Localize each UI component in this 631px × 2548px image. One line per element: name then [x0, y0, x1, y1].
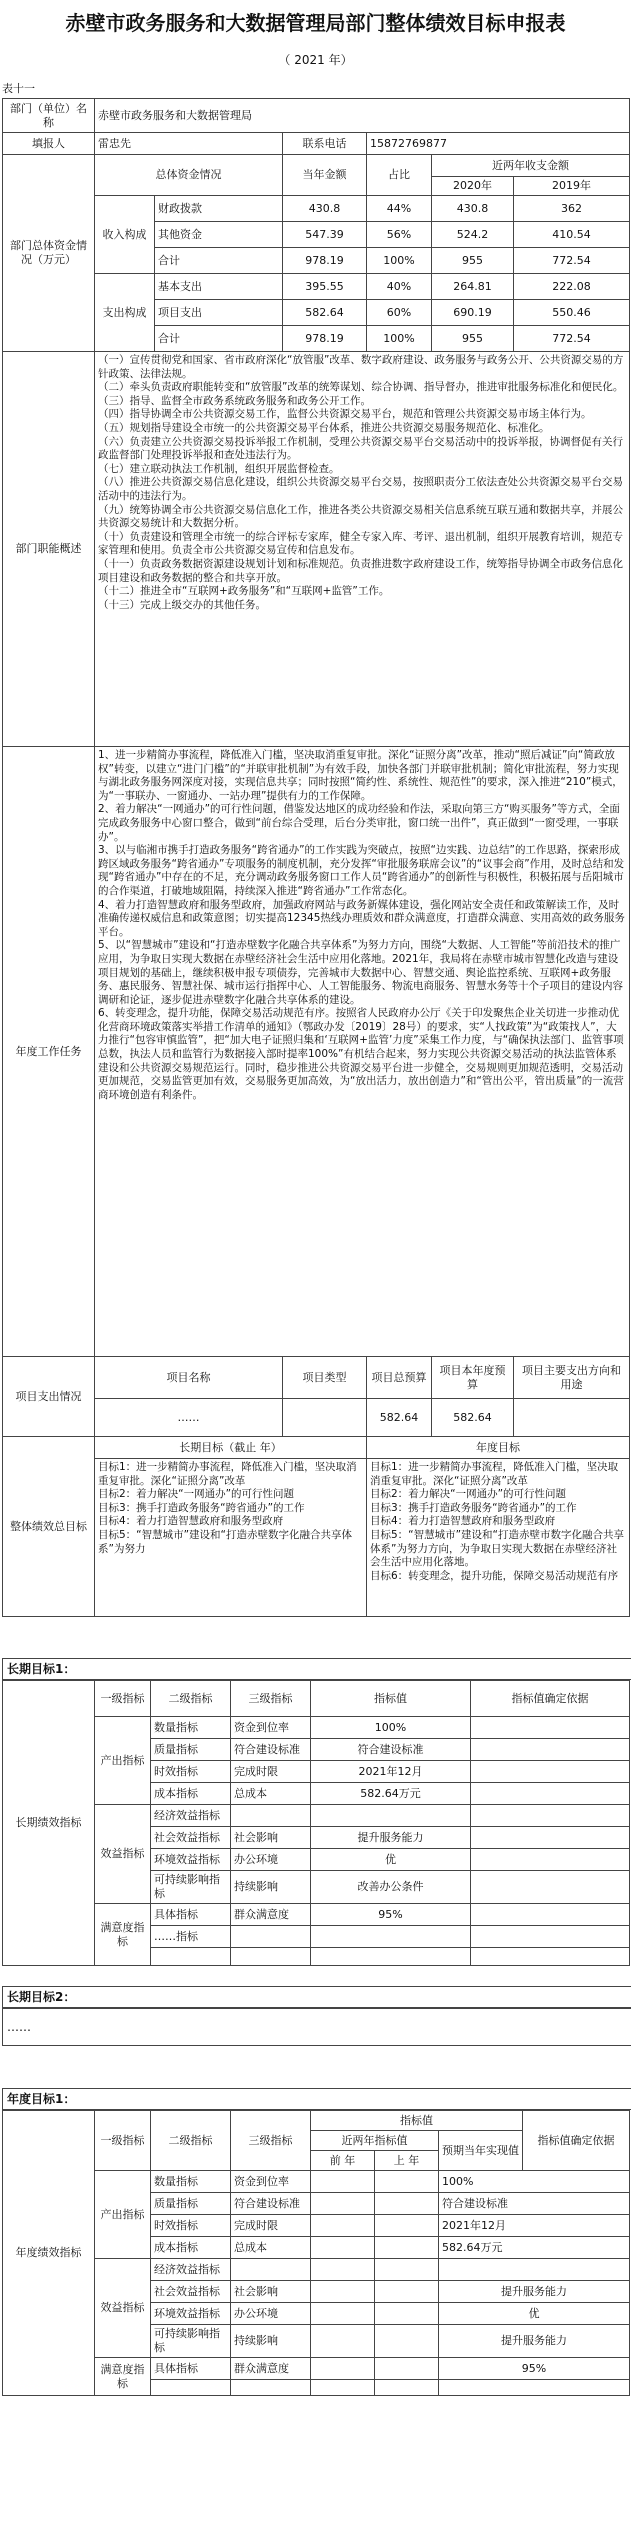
fund-row-2019: 550.46 [514, 300, 630, 326]
level2-cell: 环境效益指标 [151, 2303, 231, 2325]
prev1-cell [375, 2237, 439, 2259]
prev1-cell [375, 2281, 439, 2303]
project-header: 项目类型 [283, 1357, 367, 1399]
level2-cell: 时效指标 [151, 2215, 231, 2237]
project-cell: …… [95, 1399, 283, 1437]
expense-label: 支出构成 [95, 274, 155, 352]
fund-row-2020: 690.19 [432, 300, 514, 326]
level2-header: 二级指标 [151, 1681, 231, 1717]
value-cell: 95% [311, 1904, 471, 1926]
ratio-label: 占比 [367, 155, 432, 196]
level3-cell: 办公环境 [231, 2303, 311, 2325]
fund-row-name: 其他资金 [155, 222, 283, 248]
expected-cell: 优 [439, 2303, 630, 2325]
annual-goal-head: 年度目标 [367, 1437, 630, 1459]
level2-cell: 具体指标 [151, 2358, 231, 2380]
level2-cell: 具体指标 [151, 1904, 231, 1926]
output-indicator-label: 产出指标 [95, 1717, 151, 1805]
level3-cell [231, 1926, 311, 1948]
level2-cell: 成本指标 [151, 2237, 231, 2259]
level3-cell: 办公环境 [231, 1849, 311, 1871]
duty-line: （六）负责建立公共资源交易投诉举报工作机制，受理公共资源交易平台交易活动中的投诉举报，协调督促有关行政监督部门处理投诉举报和查处违法行为。 [98, 435, 623, 462]
level2-cell: 成本指标 [151, 1783, 231, 1805]
basis-header: 指标值确定依据 [471, 1681, 630, 1717]
prev2-cell [311, 2259, 375, 2281]
level3-cell: 群众满意度 [231, 2358, 311, 2380]
level3-cell: 符合建设标准 [231, 2193, 311, 2215]
level2-cell: 社会效益指标 [151, 1827, 231, 1849]
level3-header: 三级指标 [231, 1681, 311, 1717]
basis-cell [471, 1871, 630, 1904]
task-line: 4、着力打造智慧政府和服务型政府，加强政府网站与政务新媒体建设，强化网站安全责任和政策解读工作，及时准确传递权威信息和政策意图；切实提高12345热线办理质效和群众满意度，打造群众满意、实用高效的政务服务平台。 [98, 898, 625, 938]
fund-row-current: 395.55 [283, 274, 367, 300]
project-cell: 582.64 [432, 1399, 514, 1437]
prev1-cell [375, 2259, 439, 2281]
long-goal-1-title: 长期目标1： [2, 1658, 631, 1680]
fund-row-2020: 524.2 [432, 222, 514, 248]
duty-line: （一）宣传贯彻党和国家、省市政府深化“放管服”改革、数字政府建设、政务服务与政务公开、公共资源交易的方针政策、法律法规。 [98, 354, 624, 380]
level2-cell: ……指标 [151, 1926, 231, 1948]
task-line: 1、进一步精简办事流程，降低准入门槛，坚决取消重复审批。深化“证照分离”改革，推动“照后减证”向“简政放权”转变，以建立“进门门槛”的“并联审批机制”为有效手段，加快各部门并联审批机制；简化审批流程，努力实现与湖北政务服务网深度对接，实现信息共享；同时按照“简约性、系统性、规范性”的要求，深入推进“210”模式，为“一事联办、一窗通办、一站办理”提供有力的工作保障。 [98, 749, 623, 802]
phone-label: 联系电话 [283, 133, 367, 155]
main-table [2, 98, 630, 1617]
level3-cell: 资金到位率 [231, 2171, 311, 2193]
level2-cell: 可持续影响指标 [151, 2325, 231, 2358]
duty-line: （十）负责建设和管理全市统一的综合评标专家库，健全专家入库、考评、退出机制，组织开展教育培训，规范专家管理和使用。负责全市公共资源交易宣传和信息发布。 [98, 530, 623, 557]
duty-line: （十一）负责政务数据资源建设规划计划和标准规范。负责推进数字政府建设工作，统筹指导协调全市政务信息化项目建设和政务数据的整合和共享开放。 [98, 557, 623, 584]
level1-header: 一级指标 [95, 2111, 151, 2171]
value-cell: 100% [311, 1717, 471, 1739]
duty-line: （十二）推进全市“互联网+政务服务”和“互联网+监管”工作。 [98, 585, 390, 598]
dept-label: 部门（单位）名称 [3, 99, 95, 133]
fund-row-current: 978.19 [283, 248, 367, 274]
prev2-header: 前 年 [311, 2151, 375, 2171]
recent-values-header: 近两年指标值 [311, 2131, 439, 2151]
basis-cell [471, 1761, 630, 1783]
duty-line: （三）指导、监督全市政务系统政务服务和政务公开工作。 [98, 394, 371, 407]
income-label: 收入构成 [95, 196, 155, 274]
fund-row-name: 基本支出 [155, 274, 283, 300]
expected-cell [439, 2259, 630, 2281]
basis-cell [471, 1739, 630, 1761]
prev1-cell [375, 2171, 439, 2193]
fund-row-name: 合计 [155, 248, 283, 274]
level2-cell: 环境效益指标 [151, 1849, 231, 1871]
level3-cell: 资金到位率 [231, 1717, 311, 1739]
prev1-cell [375, 2380, 439, 2396]
satisfaction-indicator-label: 满意度指标 [95, 2358, 151, 2396]
overall-goal-label: 整体绩效总目标 [3, 1437, 95, 1617]
fund-row-2020: 430.8 [432, 196, 514, 222]
expected-cell: 582.64万元 [439, 2237, 630, 2259]
project-cell: 582.64 [367, 1399, 432, 1437]
output-indicator-label: 产出指标 [95, 2171, 151, 2259]
expected-value-header: 预期当年实现值 [439, 2131, 523, 2171]
level3-cell: 完成时限 [231, 1761, 311, 1783]
filler-label: 填报人 [3, 133, 95, 155]
year-goal-1-title: 年度目标1： [2, 2088, 631, 2110]
level3-cell: 持续影响 [231, 2325, 311, 2358]
long-term-head: 长期目标（截止 年） [95, 1437, 367, 1459]
fund-row-2019: 222.08 [514, 274, 630, 300]
basis-header: 指标值确定依据 [523, 2111, 630, 2171]
basis-cell [471, 1805, 630, 1827]
basis-cell [471, 1849, 630, 1871]
fund-row-current: 978.19 [283, 326, 367, 352]
value-cell: 582.64万元 [311, 1783, 471, 1805]
level2-cell: 可持续影响指标 [151, 1871, 231, 1904]
fund-row-ratio: 56% [367, 222, 432, 248]
project-cell [283, 1399, 367, 1437]
funds-section-label: 部门总体资金情况（万元） [3, 155, 95, 352]
fund-row-ratio: 100% [367, 326, 432, 352]
expected-cell: 2021年12月 [439, 2215, 630, 2237]
duties-text [95, 352, 630, 747]
satisfaction-indicator-label: 满意度指标 [95, 1904, 151, 1966]
prev2-cell [311, 2281, 375, 2303]
filler-value: 雷忠先 [95, 133, 283, 155]
level3-cell: 总成本 [231, 2237, 311, 2259]
prev2-cell [311, 2303, 375, 2325]
annual-goal-text: 目标1：进一步精简办事流程，降低准入门槛，坚决取消重复审批。深化“证照分离”改革 目标2：着力解决“一网通办”的可行性问题 目标3：携手打造政务服务“跨省通办”的工作 目标4：着力打造智慧政府和服务型政府 目标5：“智慧城市”建设和“打造赤壁市数字化融合共享体系”为努力方向，为争取日实现大数据在赤壁经济社会生活中应用化落地。 目标6：转变理念，提升功能，保障交易活动规范有序 [367, 1459, 630, 1617]
year-2019-label: 2019年 [514, 177, 630, 196]
project-header: 项目名称 [95, 1357, 283, 1399]
basis-cell [471, 1717, 630, 1739]
basis-cell [471, 1827, 630, 1849]
level3-cell: 持续影响 [231, 1871, 311, 1904]
duty-line: （七）建立联动执法工作机制，组织开展监督检查。 [98, 462, 340, 475]
benefit-indicator-label: 效益指标 [95, 2259, 151, 2358]
prev1-cell [375, 2325, 439, 2358]
fund-row-current: 582.64 [283, 300, 367, 326]
level3-cell [231, 1805, 311, 1827]
fund-row-name: 合计 [155, 326, 283, 352]
duty-line: （九）统筹协调全市公共资源交易信息化工作，推进各类公共资源交易相关信息系统互联互通和数据共享，并展公共资源交易统计和大数据分析。 [98, 503, 623, 530]
long-goal-1-table [2, 1680, 630, 1966]
long-goal-2-title: 长期目标2： [2, 1986, 631, 2008]
year-2020-label: 2020年 [432, 177, 514, 196]
level2-cell: 社会效益指标 [151, 2281, 231, 2303]
fund-row-ratio: 44% [367, 196, 432, 222]
duty-line: （五）规划指导建设全市统一的公共资源交易平台体系，推进公共资源交易服务规范化、标准化。 [98, 421, 550, 434]
duty-line: （八）推进公共资源交易信息化建设，组织公共资源交易平台交易，按照职责分工依法查处公共资源交易平台交易活动中的违法行为。 [98, 476, 623, 502]
basis-cell [471, 1783, 630, 1805]
level1-header: 一级指标 [95, 1681, 151, 1717]
page-title: 赤壁市政务服务和大数据管理局部门整体绩效目标申报表 [65, 11, 566, 35]
expected-cell: 提升服务能力 [439, 2281, 630, 2303]
prev2-cell [311, 2380, 375, 2396]
level3-cell: 社会影响 [231, 2281, 311, 2303]
long-goal-2-placeholder: …… [2, 2008, 631, 2046]
level2-cell: 时效指标 [151, 1761, 231, 1783]
task-line: 5、以“智慧城市”建设和“打造赤壁数字化融合共享体系”为努力方向，围绕“大数据、人工智能”等前沿技术的推广应用，为争取日实现大数据在赤壁经济社会生活中应用化落地。2021年，我局将在赤壁市城市智慧化改造与建设项目规划的基础上，继续积极申报专项债券，完善城市大数据中心、智慧交通、舆论监控系统、互联网+政务服务、惠民服务、智慧社保、城市运行指挥中心、人工智能服务、物流电商服务、智慧水务等十个子项目的建设内容调研和论证，逐步促进赤壁数字化融合共享体系的建设。 [98, 939, 623, 1006]
prev1-cell [375, 2358, 439, 2380]
project-header: 项目主要支出方向和用途 [514, 1357, 630, 1399]
level2-cell [151, 2380, 231, 2396]
fund-row-2019: 410.54 [514, 222, 630, 248]
fund-row-2019: 772.54 [514, 248, 630, 274]
annual-tasks-label: 年度工作任务 [3, 747, 95, 1357]
phone-value: 15872769877 [367, 133, 630, 155]
fund-row-2019: 772.54 [514, 326, 630, 352]
expected-cell: 符合建设标准 [439, 2193, 630, 2215]
basis-cell [471, 1948, 630, 1966]
level3-cell [231, 2380, 311, 2396]
expected-cell: 100% [439, 2171, 630, 2193]
task-line: 2、着力解决“一网通办”的可行性问题，借鉴发达地区的成功经验和作法，采取向第三方“购买服务”等方式，全面完成政务服务中心窗口整合，做到“前台综合受理，后台分类审批，窗口统一出件”，真正做到“一窗受理，一事联办”。 [98, 803, 620, 843]
annual-tasks-text [95, 747, 630, 1357]
value-header: 指标值 [311, 2111, 523, 2131]
prev1-cell [375, 2193, 439, 2215]
prev1-header: 上 年 [375, 2151, 439, 2171]
prev2-cell [311, 2325, 375, 2358]
year-goal-1-table [2, 2110, 630, 2396]
table-number: 表十一 [2, 82, 35, 95]
fund-row-ratio: 60% [367, 300, 432, 326]
prev2-cell [311, 2193, 375, 2215]
level3-cell: 群众满意度 [231, 1904, 311, 1926]
level2-cell: 经济效益指标 [151, 1805, 231, 1827]
long-indicator-side-label: 长期绩效指标 [3, 1681, 95, 1966]
expected-cell: 95% [439, 2358, 630, 2380]
value-cell: 符合建设标准 [311, 1739, 471, 1761]
value-cell: 提升服务能力 [311, 1827, 471, 1849]
fund-row-name: 项目支出 [155, 300, 283, 326]
level2-cell: 质量指标 [151, 1739, 231, 1761]
value-cell: 优 [311, 1849, 471, 1871]
prev2-cell [311, 2358, 375, 2380]
benefit-indicator-label: 效益指标 [95, 1805, 151, 1904]
project-header: 项目本年度预算 [432, 1357, 514, 1399]
level2-cell: 数量指标 [151, 1717, 231, 1739]
recent-label: 近两年收支金额 [432, 155, 630, 177]
task-line: 6、转变理念，提升功能，保障交易活动规范有序。按照省人民政府办公厅《关于印发聚焦企业关切进一步推动优化营商环境政策落实举措工作清单的通知》（鄂政办发〔2019〕28号）的要求，实“人找政策”为“政策找人”，大力推行“包容审慎监管”，把“加大电子证照归集和‘互联网+监管’力度”采集工作力度，与“确保执法部门、监管事项总数，执法人员和监管行为数据接入部时提率100%”有机结合起来，努力实现公共资源交易活动的执法监管体系建设和公共资源交易规范运行。同时，稳步推进公共资源交易平台进一步健全，交易规则更加规范透明，交易活动更加规范，交易监管更加有效，交易服务更加高效，为“放出活力，放出创造力”和“管出公平，管出质量”的一流营商环境创造有利条件。 [98, 1007, 624, 1101]
fund-row-2020: 264.81 [432, 274, 514, 300]
expected-cell: 提升服务能力 [439, 2325, 630, 2358]
total-funds-label: 总体资金情况 [95, 155, 283, 196]
current-amount-label: 当年金额 [283, 155, 367, 196]
long-term-text: 目标1：进一步精简办事流程，降低准入门槛，坚决取消重复审批。深化“证照分离”改革 目标2：着力解决“一网通办”的可行性问题 目标3：携手打造政务服务“跨省通办”的工作 目标4：着力打造智慧政府和服务型政府 目标5：“智慧城市”建设和“打造赤壁数字化融合共享体系”为努力 [95, 1459, 367, 1617]
level2-cell: 质量指标 [151, 2193, 231, 2215]
fund-row-ratio: 100% [367, 248, 432, 274]
duty-line: （二）牵头负责政府职能转变和“放管服”改革的统筹谋划、综合协调、指导督办，推进审批服务标准化和便民化。 [98, 381, 624, 394]
value-cell [311, 1805, 471, 1827]
level2-header: 二级指标 [151, 2111, 231, 2171]
basis-cell [471, 1926, 630, 1948]
fund-row-name: 财政拨款 [155, 196, 283, 222]
expected-cell [439, 2380, 630, 2396]
fund-row-2019: 362 [514, 196, 630, 222]
prev2-cell [311, 2171, 375, 2193]
level3-cell [231, 1948, 311, 1966]
level3-header: 三级指标 [231, 2111, 311, 2171]
task-line: 3、以与临湘市携手打造政务服务“跨省通办”的工作实践为突破点，按照“边实践、边总结”的工作思路，探索形成跨区域政务服务“跨省通办”专项服务的制度机制，充分发挥“审批服务联席会议”的“议事会商”作用，及时总结和发现“跨省通办”中存在的不足，充分调动政务服务窗口工作人员“跨省通办”的创新性与积极性，积极拓展与岳阳城市的合作渠道，打破地域阻隔，持续深入推进“跨省通办”工作常态化。 [98, 844, 625, 897]
value-cell: 改善办公条件 [311, 1871, 471, 1904]
value-cell [311, 1926, 471, 1948]
level3-cell: 社会影响 [231, 1827, 311, 1849]
fund-row-current: 430.8 [283, 196, 367, 222]
level3-cell [231, 2259, 311, 2281]
level3-cell: 完成时限 [231, 2215, 311, 2237]
year-indicator-side-label: 年度绩效指标 [3, 2111, 95, 2396]
prev2-cell [311, 2215, 375, 2237]
level2-cell [151, 1948, 231, 1966]
duty-line: （四）指导协调全市公共资源交易工作，监督公共资源交易平台，规范和管理公共资源交易市场主体行为。 [98, 408, 592, 421]
value-header: 指标值 [311, 1681, 471, 1717]
level2-cell: 数量指标 [151, 2171, 231, 2193]
project-header: 项目总预算 [367, 1357, 432, 1399]
fund-row-2020: 955 [432, 326, 514, 352]
fund-row-current: 547.39 [283, 222, 367, 248]
prev1-cell [375, 2215, 439, 2237]
dept-value: 赤壁市政务服务和大数据管理局 [95, 99, 630, 133]
duties-label: 部门职能概述 [3, 352, 95, 747]
project-cell [514, 1399, 630, 1437]
fund-row-ratio: 40% [367, 274, 432, 300]
value-cell [311, 1948, 471, 1966]
basis-cell [471, 1904, 630, 1926]
duty-line: （十三）完成上级交办的其他任务。 [98, 598, 266, 611]
value-cell: 2021年12月 [311, 1761, 471, 1783]
project-exp-label: 项目支出情况 [3, 1357, 95, 1437]
year-label: （ 2021 年） [278, 53, 353, 67]
prev1-cell [375, 2303, 439, 2325]
level3-cell: 符合建设标准 [231, 1739, 311, 1761]
prev2-cell [311, 2237, 375, 2259]
fund-row-2020: 955 [432, 248, 514, 274]
level3-cell: 总成本 [231, 1783, 311, 1805]
level2-cell: 经济效益指标 [151, 2259, 231, 2281]
